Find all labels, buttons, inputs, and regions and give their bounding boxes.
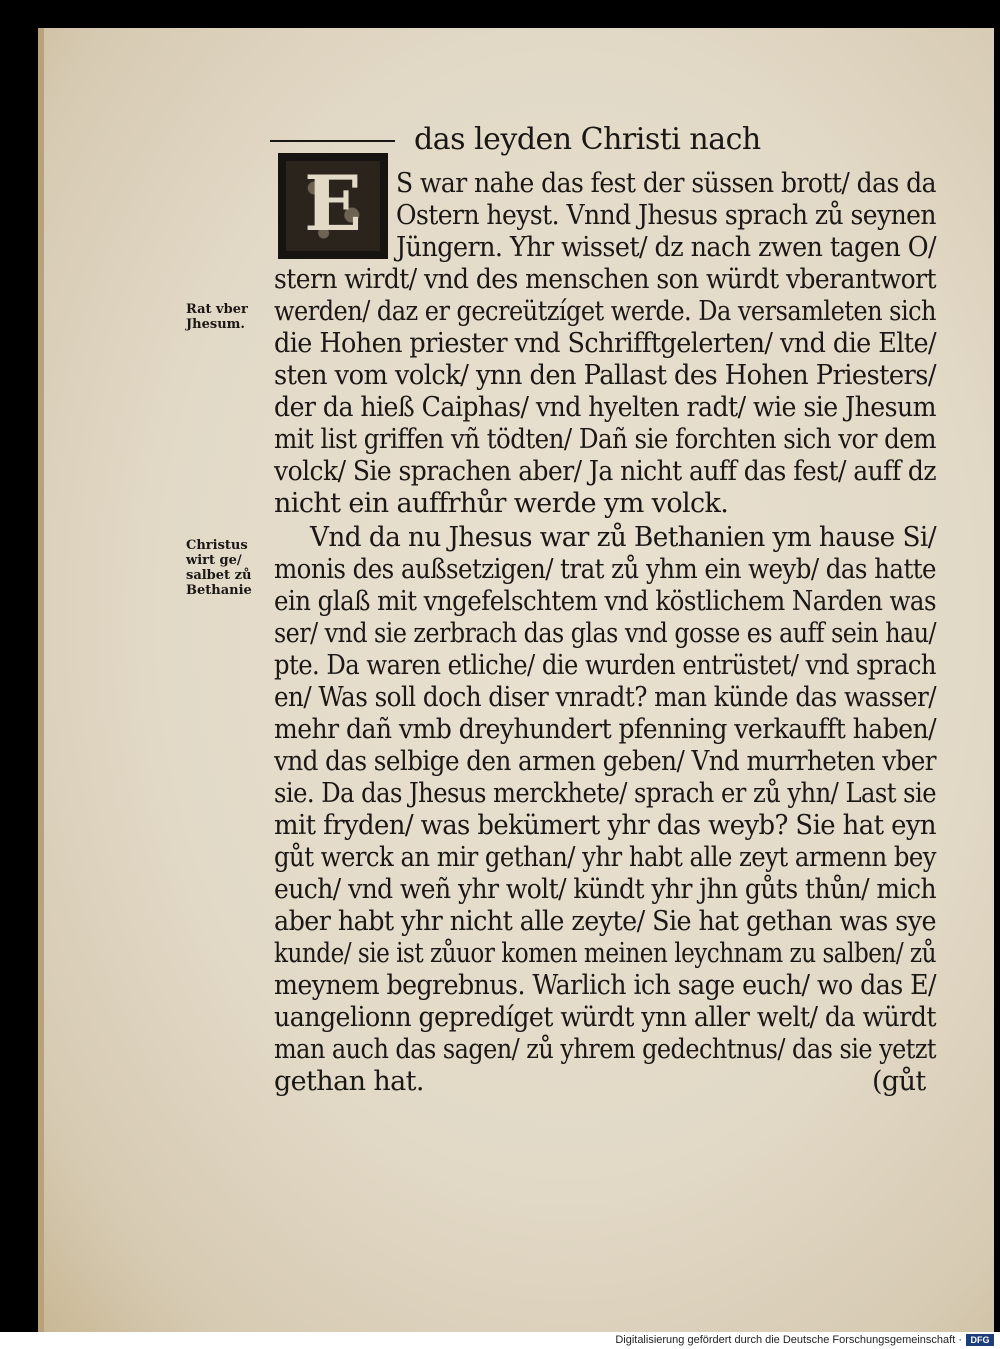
text-line: man auch das sagen/ zů yhrem gedechtnus/ das sie yetzt	[274, 1034, 936, 1065]
text-line: der da hieß Caiphas/ vnd hyelten radt/ wie sie Jhesum	[274, 392, 936, 423]
text-line: aber habt yhr nicht alle zeyte/ Sie hat gethan was sye	[274, 906, 936, 937]
margin-note-line: salbet zů	[186, 568, 252, 583]
text-line: kunde/ sie ist zůuor komen meinen leychnam zu salben/ zů	[274, 938, 936, 969]
catchword: (gůt	[872, 1066, 926, 1097]
dfg-logo: DFG	[966, 1334, 994, 1346]
text-line: gethan hat.	[274, 1066, 424, 1097]
text-line: meynem begrebnus. Warlich ich sage euch/ wo das E/	[274, 970, 936, 1001]
text-line: Jüngern. Yhr wisset/ dz nach zwen tagen O/	[396, 232, 936, 263]
text-line: nicht ein auffrhůr werde ym volck.	[274, 488, 729, 519]
text-line: ser/ vnd sie zerbrach das glas vnd gosse es auff sein hau/	[274, 618, 936, 649]
text-line: ein glaß mit vngefelschtem vnd köstlichem Narden was	[274, 586, 936, 617]
text-line: pte. Da waren etliche/ die wurden entrüstet/ vnd sprach	[274, 650, 936, 681]
margin-note-line: Bethanie	[186, 583, 252, 598]
text-line: mit list griffen vñ tödten/ Dañ sie forchten sich vor dem	[274, 424, 936, 455]
footer-bar	[0, 1332, 1000, 1349]
text-line: Ostern heyst. Vnnd Jhesus sprach zů seynen	[396, 200, 936, 231]
margin-note-line: wirt ge/	[186, 553, 242, 568]
page-title: das leyden Christi nach	[414, 122, 761, 157]
text-line: volck/ Sie sprachen aber/ Ja nicht auff das fest/ auff dz	[274, 456, 936, 487]
text-line: S war nahe das fest der süssen brott/ das da	[396, 168, 936, 199]
text-line: euch/ vnd weñ yhr wolt/ kündt yhr jhn gůts thůn/ mich	[274, 874, 936, 905]
text-line: en/ Was soll doch diser vnradt? man künde das wasser/	[274, 682, 936, 713]
text-line: werden/ daz er gecreützíget werde. Da versamleten sich	[274, 296, 936, 327]
margin-note-line: Jhesum.	[186, 317, 245, 332]
text-line: uangelionn gepredíget würdt ynn aller welt/ da würdt	[274, 1002, 936, 1033]
text-line: vnd das selbige den armen geben/ Vnd murrheten vber	[274, 746, 936, 777]
text-line: Vnd da nu Jhesus war zů Bethanien ym hause Si/	[310, 522, 936, 553]
initial-letter: E	[304, 159, 362, 248]
text-line: sie. Da das Jhesus merckhete/ sprach er zů yhn/ Last sie	[274, 778, 936, 809]
text-line: gůt werck an mir gethan/ yhr habt alle zeyt armenn bey	[274, 842, 936, 873]
text-line: sten vom volck/ ynn den Pallast des Hohen Priesters/	[274, 360, 936, 391]
margin-note-line: Rat vber	[186, 302, 248, 317]
text-line: die Hohen priester vnd Schrifftgelerten/ vnd die Elte/	[274, 328, 936, 359]
text-line: mit fryden/ was bekümert yhr das weyb? Sie hat eyn	[274, 810, 936, 841]
text-line: mehr dañ vmb dreyhundert pfenning verkaufft haben/	[274, 714, 936, 745]
text-line: monis des außsetzigen/ trat zů yhm ein weyb/ das hatte	[274, 554, 936, 585]
margin-note-line: Christus	[186, 538, 248, 553]
text-line: stern wirdt/ vnd des menschen son würdt vberantwort	[274, 264, 936, 295]
funding-credit: Digitalisierung gefördert durch die Deutsche Forschungsgemeinschaft ·	[615, 1334, 962, 1346]
